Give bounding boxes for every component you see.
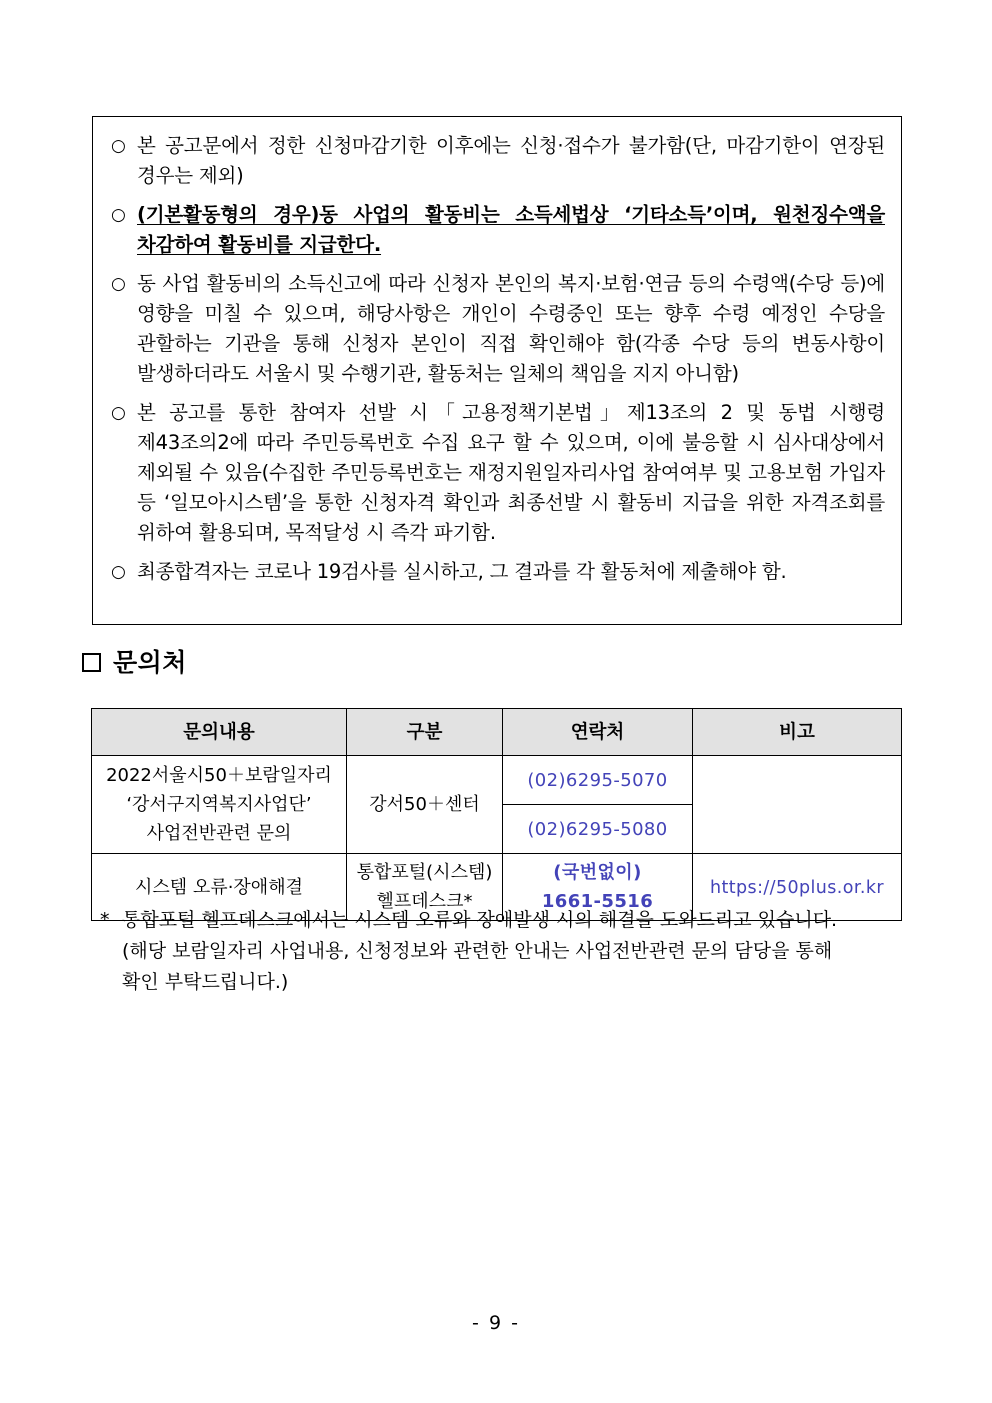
notice-bullet-item	[107, 131, 885, 191]
table-header-row	[92, 709, 902, 756]
notice-box	[92, 116, 902, 625]
footnote-text-line-1: 통합포털 헬프데스크에서는 시스템 오류와 장애발생 시의 해결을 도와드리고 있습니다.	[122, 909, 838, 931]
notice-bullet-text-emphasized: (기본활동형의 경우)동 사업의 활동비는 소득세법상 ‘기타소득’이며, 원천징수액을 차감하여 활동비를 지급한다.	[137, 203, 885, 256]
page-number: - 9 -	[472, 1312, 520, 1334]
circle-bullet-icon: ○	[111, 403, 126, 423]
notice-bullet-item	[107, 269, 885, 389]
column-header-contact: 연락처	[503, 709, 693, 756]
table-footnote	[100, 905, 930, 998]
contact-section-heading	[82, 650, 187, 675]
column-header-note: 비고	[693, 709, 902, 756]
helpdesk-number: 1661-5516	[541, 891, 654, 912]
table-row	[92, 756, 902, 805]
column-header-inquiry: 문의내용	[92, 709, 347, 756]
footnote-text-line-2: (해당 보람일자리 사업내용, 신청정보와 관련한 안내는 사업전반관련 문의 담당을 통해	[122, 940, 833, 962]
section-heading-label: 문의처	[113, 648, 187, 677]
notice-bullet-text: 본 공고문에서 정한 신청마감기한 이후에는 신청·접수가 불가함(단, 마감기한이 연장된 경우는 제외)	[137, 134, 885, 187]
circle-bullet-icon: ○	[111, 136, 126, 156]
asterisk-icon: *	[100, 909, 110, 931]
cell-phone-primary	[503, 756, 693, 805]
circle-bullet-icon: ○	[111, 562, 126, 582]
column-header-type: 구분	[347, 709, 503, 756]
contact-table	[91, 708, 902, 921]
circle-bullet-icon: ○	[111, 274, 126, 294]
phone-number-2: (02)6295-5080	[527, 818, 668, 840]
notice-bullet-item	[107, 557, 885, 587]
phone-number-1: (02)6295-5070	[527, 769, 668, 791]
circle-bullet-icon: ○	[111, 205, 126, 225]
cell-note-1	[693, 756, 902, 854]
helpdesk-prefix: (국번없이)	[553, 862, 642, 883]
footnote-first-line	[100, 905, 930, 936]
footnote-text-line-3: 확인 부탁드립니다.)	[122, 971, 289, 993]
square-bullet-icon	[82, 653, 101, 672]
notice-bullet-item	[107, 398, 885, 548]
cell-type-2: 통합포털(시스템) 헬프데스크*	[347, 854, 503, 921]
notice-bullet-text: 최종합격자는 코로나 19검사를 실시하고, 그 결과를 각 활동처에 제출해야 함.	[137, 560, 787, 583]
notice-bullet-text: 동 사업 활동비의 소득신고에 따라 신청자 본인의 복지·보험·연금 등의 수령액(수당 등)에 영향을 미칠 수 있으며, 해당사항은 개인이 수령중인 또는 향후 수령 예정인 수당을 관할하는 기관을 통해 신청자 본인이 직접 확인해야 함(각종 수당 등의 변동사항이 발생하더라도 서울시 및 수행기관, 활동처는 일체의 책임을 지지 아니함)	[137, 272, 885, 385]
cell-inquiry-2: 시스템 오류·장애해결	[92, 854, 347, 921]
notice-bullet-item	[107, 200, 885, 260]
cell-phone-secondary	[503, 805, 693, 854]
cell-type-1: 강서50＋센터	[347, 756, 503, 854]
notice-bullet-text: 본 공고를 통한 참여자 선발 시「고용정책기본법」제13조의 2 및 동법 시행령 제43조의2에 따라 주민등록번호 수집 요구 할 수 있으며, 이에 불응할 시 심사대상에서 제외될 수 있음(수집한 주민등록번호는 재정지원일자리사업 참여여부 및 고용보험 가입자 등 ‘일모아시스템’을 통한 신청자격 확인과 최종선발 시 활동비 지급을 위한 자격조회를 위하여 활용되며, 목적달성 시 즉각 파기함.	[137, 401, 885, 544]
portal-url-link[interactable]: https://50plus.or.kr	[710, 877, 884, 898]
cell-inquiry-1: 2022서울시50＋보람일자리 ‘강서구지역복지사업단’ 사업전반관련 문의	[92, 756, 347, 854]
